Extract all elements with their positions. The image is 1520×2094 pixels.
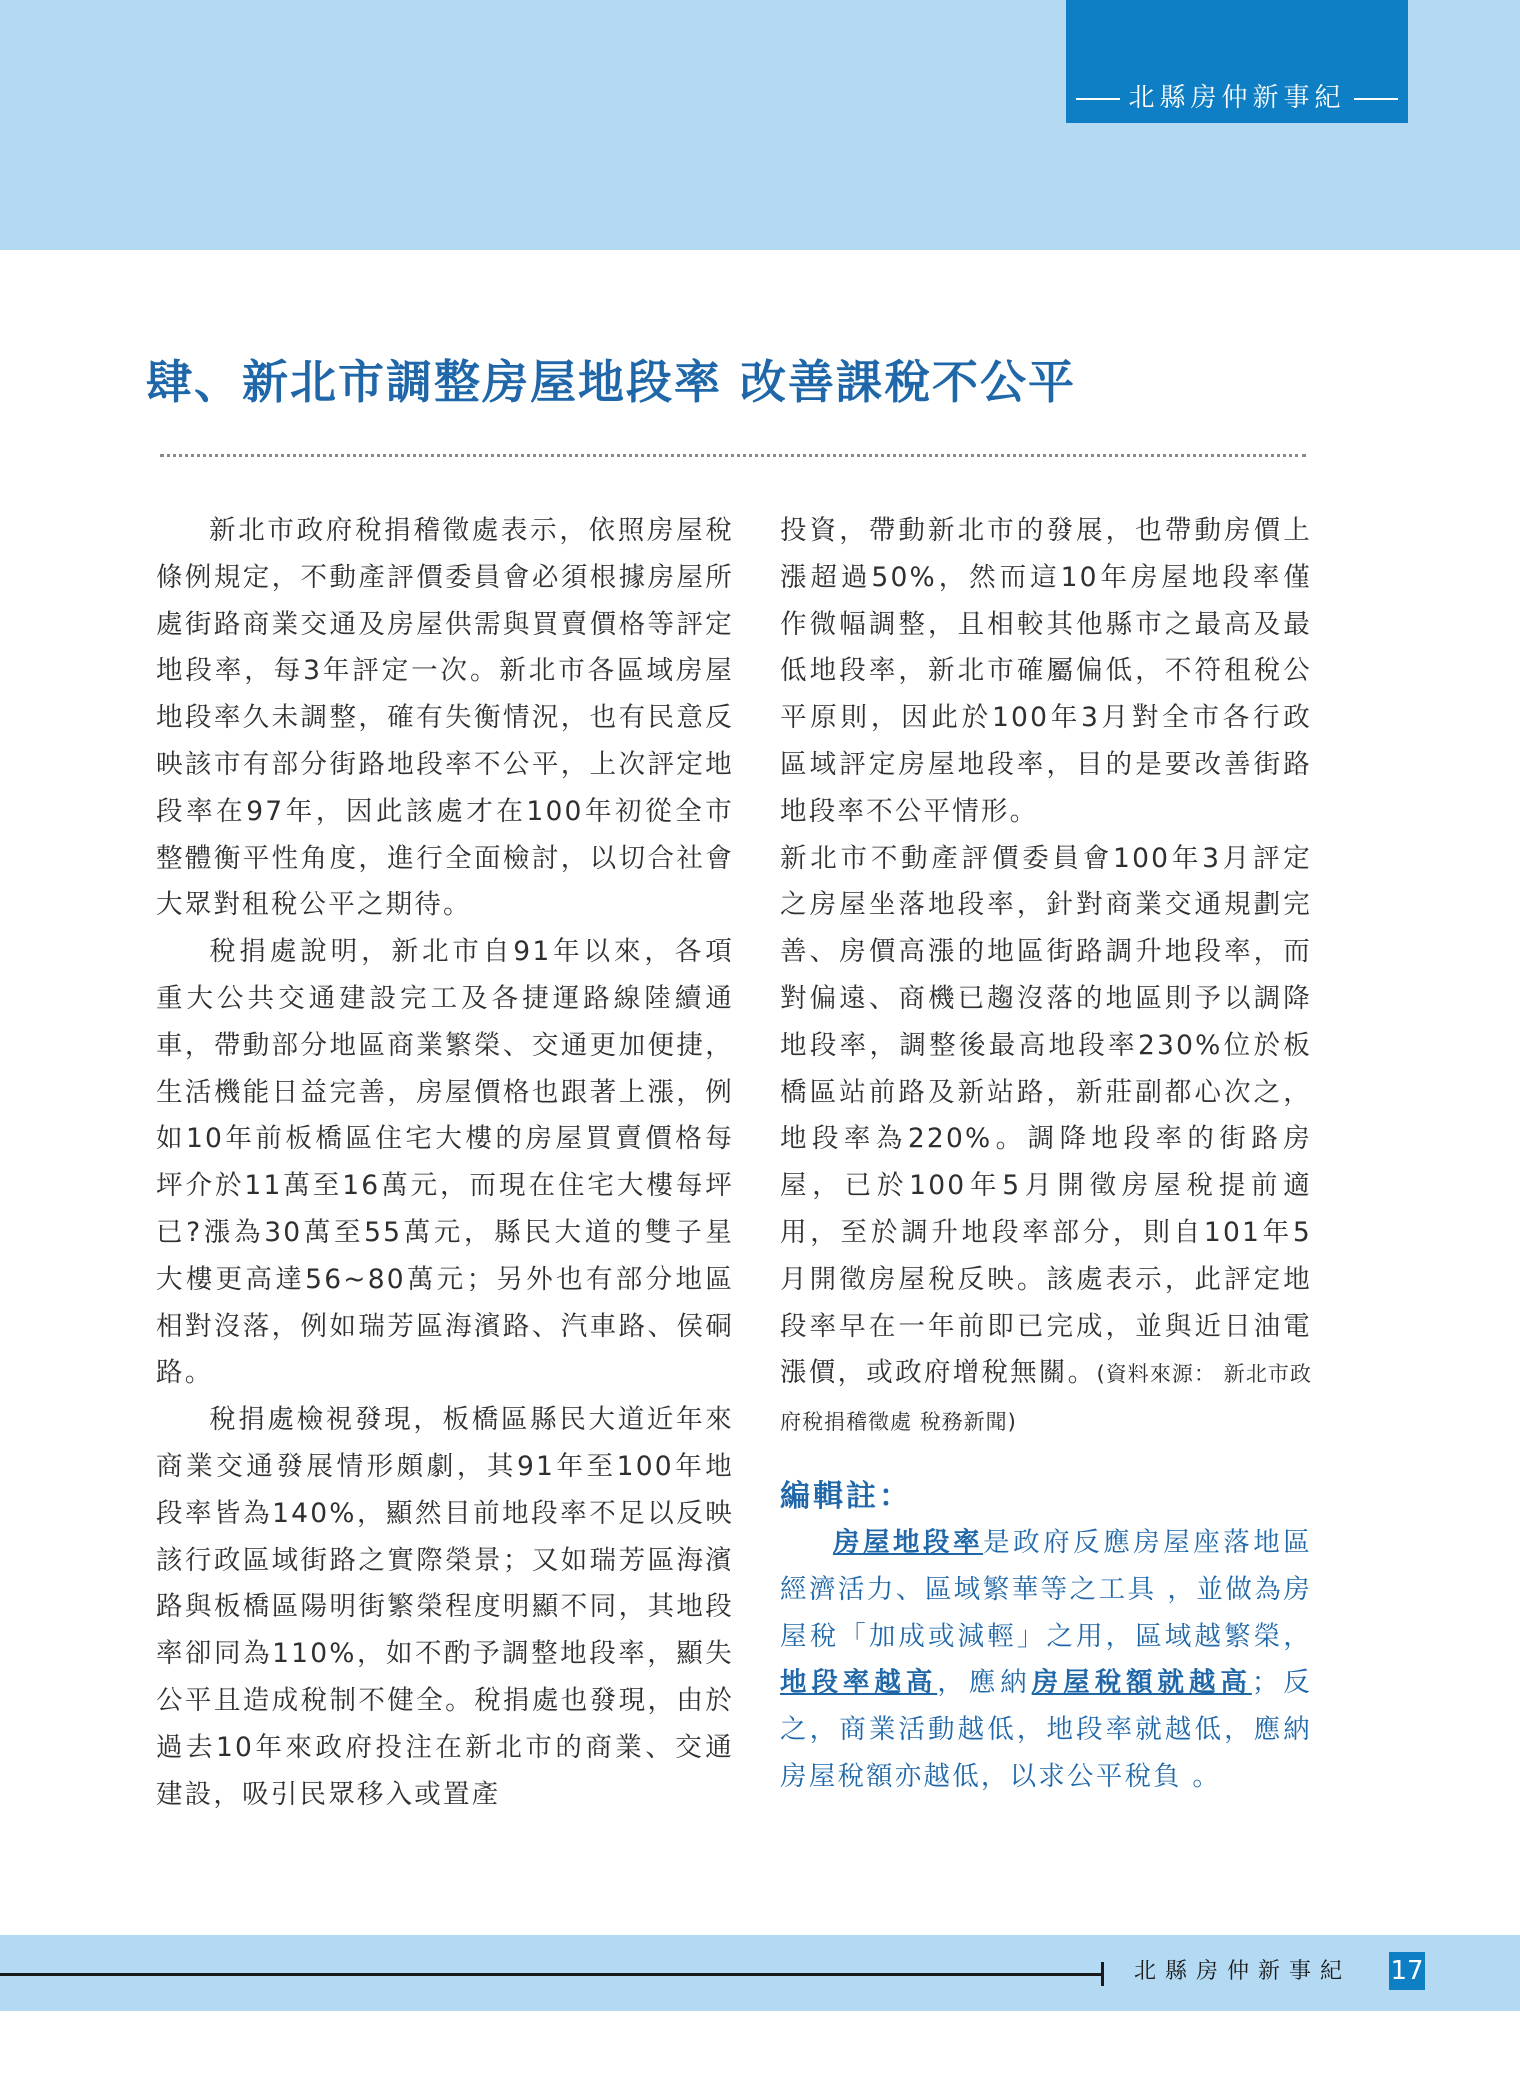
paragraph: 稅捐處說明，新北市自91年以來，各項重大公共交通建設完工及各捷運路線陸續通車，帶動部分地區商業繁榮、交通更加便捷，生活機能日益完善，房屋價格也跟著上漲，例如10年前板橋區住宅大樓的房屋買賣價格每坪介於11萬至16萬元，而現在住宅大樓每坪已?漲為30萬至55萬元，縣民大道的雙子星大樓更高達56~80萬元；另外也有部分地區相對沒落，例如瑞芳區海濱路、汽車路、侯硐路。 [156,936,734,1389]
editor-note-highlight: 地段率越高 [780,1667,938,1699]
paragraph: 投資，帶動新北市的發展，也帶動房價上漲超過50%，然而這10年房屋地段率僅作微幅調整，且相較其他縣市之最高及最低地段率，新北市確屬偏低，不符租稅公平原則，因此於100年3月對全市各行政區域評定房屋地段率，目的是要改善街路地段率不公平情形。 [780,515,1312,827]
header-tab-text [1066,80,1408,116]
header-tab-label: 北縣房仲新事紀 [1128,83,1346,113]
editor-note-highlight: 房屋稅額就越高 [1031,1667,1252,1699]
header-tab [1066,0,1408,123]
footer-label: 北縣房仲新事紀 [1134,1959,1352,1984]
paragraph: 新北市政府稅捐稽徵處表示，依照房屋稅條例規定，不動產評價委員會必須根據房屋所處街路商業交通及房屋供需與買賣價格等評定地段率，每3年評定一次。新北市各區域房屋地段率久未調整，確有失衡情況，也有民意反映該市有部分街路地段率不公平，上次評定地段率在97年，因此該處才在100年初從全市整體衡平性角度，進行全面檢討，以切合社會大眾對租稅公平之期待。 [156,515,734,921]
footer-rule [0,1973,1104,1976]
source-note: (資料來源： 新北市政府稅捐稽徵處 稅務新聞) [780,1362,1312,1435]
paragraph: 稅捐處檢視發現，板橋區縣民大道近年來商業交通發展情形頗劇，其91年至100年地段率皆為140%，顯然目前地段率不足以反映該行政區域街路之實際榮景；又如瑞芳區海濱路與板橋區陽明街繁榮程度明顯不同，其地段率卻同為110%，如不酌予調整地段率，顯失公平且造成稅制不健全。稅捐處也發現，由於過去10年來政府投注在新北市的商業、交通建設，吸引民眾移入或置產 [156,1404,734,1810]
title-divider [160,454,1306,457]
paragraph [780,836,1312,1446]
left-column [156,508,734,1818]
editor-note-text: 是政府反應房屋座落地區經濟活力、區域繁華等之工具 ，並做為房屋稅「加成或減輕」之用，區域越繁榮， [780,1526,1313,1652]
editor-note-body [780,1520,1312,1801]
footer-tick [1101,1962,1104,1986]
right-column [780,508,1312,1801]
editor-note-term: 房屋地段率 [833,1526,984,1558]
editor-note-text: ；反之，商業活動越低，地段率就越低，應納房屋稅額亦越低，以求公平稅負 。 [780,1667,1312,1792]
editor-note-heading: 編輯註： [780,1478,912,1514]
dash-decoration [1354,98,1398,100]
page-number: 17 [1389,1952,1425,1990]
paragraph-text: 新北市不動產評價委員會100年3月評定之房屋坐落地段率，針對商業交通規劃完善、房價高漲的地區街路調升地段率，而對偏遠、商機已趨沒落的地區則予以調降地段率，調整後最高地段率230%位於板橋區站前路及新站路，新莊副都心次之，地段率為220%。調降地段率的街路房屋，已於100年5月開徵房屋稅提前適用，至於調升地段率部分，則自101年5月開徵房屋稅反映。該處表示，此評定地段率早在一年前即已完成，並與近日油電漲價，或政府增稅無關。 [780,842,1312,1389]
dash-decoration [1076,98,1120,100]
editor-note-text: ，應納 [937,1667,1032,1699]
article-title: 肆、新北市調整房屋地段率 改善課稅不公平 [146,355,1077,409]
